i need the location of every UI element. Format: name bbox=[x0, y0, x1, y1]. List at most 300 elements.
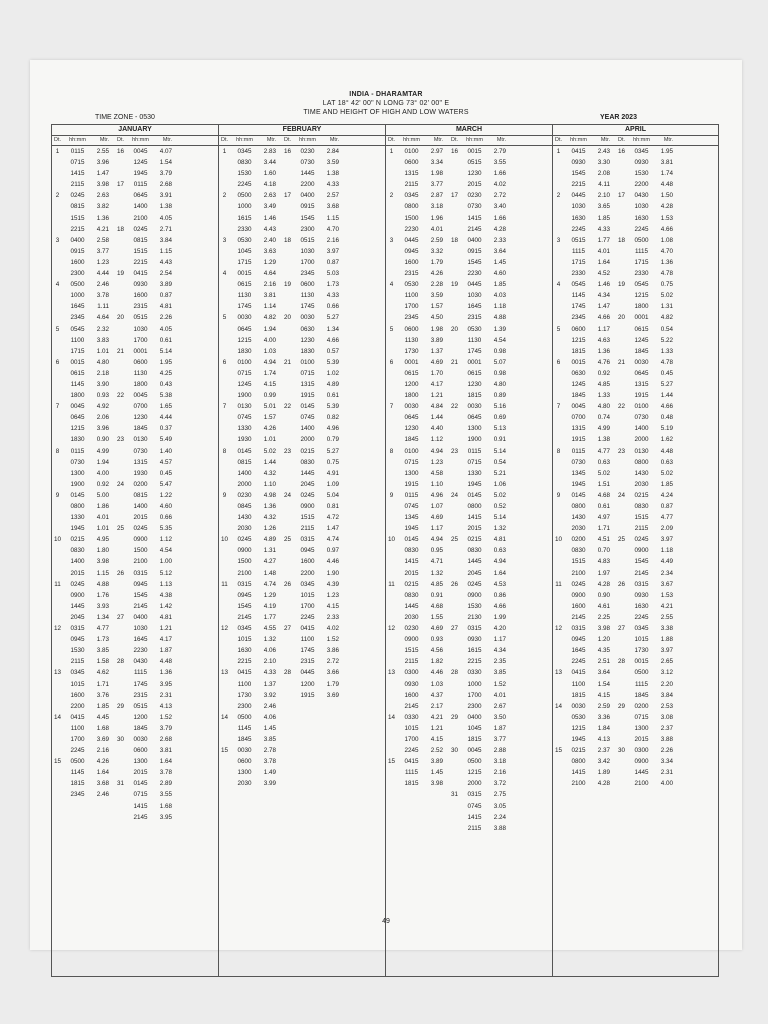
table-row bbox=[553, 656, 718, 667]
day-cell bbox=[52, 412, 63, 423]
height-cell: 3.81 bbox=[660, 159, 673, 167]
day-cell bbox=[386, 778, 397, 789]
time-cell: 1600 bbox=[404, 258, 419, 266]
time-cell: 1215 bbox=[571, 724, 586, 732]
time-cell: 0900 bbox=[634, 758, 649, 766]
time-cell: 0915 bbox=[300, 203, 315, 211]
day-cell: 4 bbox=[556, 281, 561, 289]
time-cell: 0745 bbox=[300, 414, 315, 422]
table-row bbox=[219, 634, 385, 645]
time-cell: 1900 bbox=[237, 392, 252, 400]
time-cell: 0500 bbox=[237, 192, 252, 200]
time-cell: 1800 bbox=[133, 380, 148, 388]
height-cell: 4.80 bbox=[493, 380, 506, 388]
day-cell: 20 bbox=[617, 314, 625, 322]
time-cell: 0945 bbox=[237, 591, 252, 599]
month-column-february bbox=[218, 125, 385, 976]
day-cell: 16 bbox=[450, 148, 458, 155]
table-row bbox=[386, 679, 552, 690]
time-cell: 0315 bbox=[467, 791, 482, 799]
day-cell bbox=[553, 257, 564, 268]
time-cell: 2245 bbox=[571, 658, 586, 666]
day-cell bbox=[52, 224, 63, 235]
day-cell bbox=[616, 590, 627, 601]
table-row bbox=[219, 501, 385, 512]
column-header-row bbox=[386, 136, 552, 146]
table-row bbox=[386, 324, 552, 335]
day-cell bbox=[282, 756, 293, 767]
table-row bbox=[52, 201, 218, 212]
height-cell: 0.66 bbox=[159, 514, 172, 522]
day-cell: 27 bbox=[116, 613, 124, 621]
height-cell: 2.06 bbox=[96, 414, 109, 422]
height-cell: 4.81 bbox=[159, 303, 172, 311]
height-cell: 1.49 bbox=[263, 769, 276, 777]
time-cell: 1330 bbox=[70, 514, 85, 522]
day-cell bbox=[219, 324, 230, 335]
day-cell: 13 bbox=[554, 669, 562, 677]
time-cell: 0930 bbox=[571, 159, 586, 167]
height-cell: 4.69 bbox=[430, 358, 443, 366]
height-cell: 4.94 bbox=[493, 558, 506, 566]
day-cell: 22 bbox=[617, 403, 625, 411]
day-cell: 6 bbox=[222, 358, 227, 366]
day-cell bbox=[52, 301, 63, 312]
time-cell: 0345 bbox=[237, 625, 252, 633]
height-cell: 2.78 bbox=[263, 747, 276, 755]
height-cell: 4.66 bbox=[326, 336, 339, 344]
height-cell: 2.37 bbox=[597, 747, 610, 755]
height-cell: 0.63 bbox=[660, 458, 673, 466]
table-row bbox=[52, 224, 218, 235]
time-cell: 0500 bbox=[634, 236, 649, 244]
height-cell: 1.60 bbox=[263, 170, 276, 178]
height-cell: 2.58 bbox=[96, 236, 109, 244]
time-cell: 1530 bbox=[467, 602, 482, 610]
height-cell: 4.99 bbox=[597, 425, 610, 433]
height-cell: 4.28 bbox=[597, 580, 610, 588]
height-cell: 4.13 bbox=[159, 702, 172, 710]
table-row bbox=[553, 723, 718, 734]
height-cell: 4.88 bbox=[493, 314, 506, 322]
height-cell: 1.47 bbox=[96, 170, 109, 178]
table-row bbox=[52, 279, 218, 290]
time-cell: 1745 bbox=[237, 303, 252, 311]
height-cell: 1.90 bbox=[326, 569, 339, 577]
table-row bbox=[553, 379, 718, 390]
height-cell: 4.33 bbox=[326, 181, 339, 189]
day-cell bbox=[115, 579, 126, 590]
time-cell: 1515 bbox=[300, 514, 315, 522]
height-cell: 4.89 bbox=[263, 536, 276, 544]
height-cell: 3.08 bbox=[660, 713, 673, 721]
month-name: MARCH bbox=[386, 125, 552, 136]
table-row bbox=[219, 357, 385, 368]
table-row bbox=[386, 468, 552, 479]
time-cell: 0315 bbox=[634, 580, 649, 588]
time-cell: 1600 bbox=[404, 691, 419, 699]
height-cell: 1.10 bbox=[430, 480, 443, 488]
height-cell: 5.14 bbox=[493, 514, 506, 522]
height-cell: 1.36 bbox=[159, 669, 172, 677]
day-cell bbox=[52, 201, 63, 212]
day-cell bbox=[52, 268, 63, 279]
day-cell bbox=[115, 301, 126, 312]
time-cell: 2030 bbox=[237, 780, 252, 788]
height-cell: 1.14 bbox=[263, 303, 276, 311]
time-cell: 0345 bbox=[634, 625, 649, 633]
time-cell: 1745 bbox=[133, 680, 148, 688]
height-cell: 2.28 bbox=[430, 281, 443, 289]
day-cell bbox=[449, 335, 460, 346]
time-cell: 2245 bbox=[571, 225, 586, 233]
time-cell: 0200 bbox=[133, 480, 148, 488]
time-cell: 0415 bbox=[571, 669, 586, 677]
table-row bbox=[219, 512, 385, 523]
time-cell: 1730 bbox=[404, 347, 419, 355]
height-cell bbox=[322, 734, 341, 745]
time-cell: 1715 bbox=[634, 258, 649, 266]
tide-table bbox=[51, 124, 719, 977]
height-cell: 0.37 bbox=[159, 425, 172, 433]
height-cell: 0.63 bbox=[597, 458, 610, 466]
height-cell: 2.87 bbox=[430, 192, 443, 200]
time-cell: 2215 bbox=[133, 258, 148, 266]
time-cell: 0430 bbox=[133, 658, 148, 666]
time-cell: 2215 bbox=[237, 658, 252, 666]
day-cell bbox=[386, 468, 397, 479]
time-cell: 0645 bbox=[70, 414, 85, 422]
height-cell: 2.68 bbox=[159, 735, 172, 743]
height-cell: 4.55 bbox=[263, 625, 276, 633]
time-cell: 0500 bbox=[237, 713, 252, 721]
height-cell: 2.53 bbox=[660, 702, 673, 710]
time-cell: 2115 bbox=[634, 525, 649, 533]
height-cell: 5.02 bbox=[597, 469, 610, 477]
time-cell: 2330 bbox=[237, 225, 252, 233]
time-cell: 1030 bbox=[133, 625, 148, 633]
time-cell: 2145 bbox=[133, 602, 148, 610]
time-cell: 0900 bbox=[237, 547, 252, 555]
height-cell: 4.26 bbox=[430, 270, 443, 278]
day-cell: 19 bbox=[450, 281, 458, 289]
column-header-dt: Dt. bbox=[554, 137, 563, 143]
height-cell: 2.46 bbox=[96, 791, 109, 799]
time-cell: 1815 bbox=[467, 735, 482, 743]
day-cell bbox=[449, 656, 460, 667]
height-cell: 4.38 bbox=[159, 591, 172, 599]
height-cell: 0.87 bbox=[326, 258, 339, 266]
day-cell bbox=[282, 767, 293, 778]
time-cell: 1230 bbox=[404, 425, 419, 433]
time-cell: 0545 bbox=[634, 281, 649, 289]
day-cell bbox=[449, 701, 460, 712]
day-cell bbox=[449, 368, 460, 379]
height-cell: 4.94 bbox=[263, 358, 276, 366]
table-row bbox=[553, 390, 718, 401]
day-cell bbox=[115, 213, 126, 224]
height-cell: 3.68 bbox=[326, 203, 339, 211]
day-cell: 4 bbox=[55, 281, 60, 289]
time-cell: 0330 bbox=[467, 669, 482, 677]
height-cell: 4.48 bbox=[660, 181, 673, 189]
day-cell bbox=[616, 690, 627, 701]
time-cell: 1830 bbox=[70, 436, 85, 444]
day-cell bbox=[115, 290, 126, 301]
column-header-dt: Dt. bbox=[53, 137, 62, 143]
table-row bbox=[386, 812, 552, 823]
day-cell bbox=[115, 590, 126, 601]
height-cell: 0.90 bbox=[597, 591, 610, 599]
time-cell: 0045 bbox=[70, 403, 85, 411]
height-cell: 4.49 bbox=[660, 558, 673, 566]
day-cell bbox=[52, 479, 63, 490]
day-cell bbox=[616, 379, 627, 390]
time-cell: 0001 bbox=[133, 347, 148, 355]
day-cell: 4 bbox=[389, 281, 394, 289]
table-row bbox=[553, 346, 718, 357]
height-cell: 1.65 bbox=[159, 403, 172, 411]
height-cell: 1.32 bbox=[263, 636, 276, 644]
height-cell: 4.00 bbox=[660, 780, 673, 788]
day-cell bbox=[115, 457, 126, 468]
time-cell: 0500 bbox=[634, 669, 649, 677]
height-cell: 1.94 bbox=[96, 458, 109, 466]
height-cell: 4.33 bbox=[597, 225, 610, 233]
day-cell bbox=[553, 390, 564, 401]
table-row bbox=[219, 778, 385, 789]
table-row bbox=[553, 734, 718, 745]
time-cell: 1600 bbox=[571, 602, 586, 610]
table-row bbox=[386, 823, 552, 834]
time-cell: 2215 bbox=[467, 658, 482, 666]
time-cell: 1100 bbox=[571, 680, 586, 688]
time-cell: 2300 bbox=[70, 270, 85, 278]
time-cell: 1115 bbox=[404, 769, 419, 777]
time-cell: 2245 bbox=[634, 225, 649, 233]
day-cell bbox=[616, 324, 627, 335]
time-cell: 2315 bbox=[404, 270, 419, 278]
day-cell bbox=[386, 523, 397, 534]
time-cell: 2315 bbox=[133, 691, 148, 699]
height-cell: 4.05 bbox=[159, 214, 172, 222]
height-cell bbox=[426, 823, 445, 834]
height-cell: 0.48 bbox=[660, 414, 673, 422]
time-cell: 1130 bbox=[467, 336, 482, 344]
time-cell: 1315 bbox=[634, 380, 649, 388]
height-cell bbox=[426, 789, 445, 800]
day-cell bbox=[115, 257, 126, 268]
height-cell: 4.24 bbox=[660, 491, 673, 499]
height-cell: 1.85 bbox=[660, 480, 673, 488]
table-row bbox=[386, 213, 552, 224]
height-cell: 3.65 bbox=[597, 203, 610, 211]
height-cell: 4.85 bbox=[597, 380, 610, 388]
time-cell: 2115 bbox=[70, 181, 85, 189]
day-cell bbox=[616, 612, 627, 623]
height-cell: 1.74 bbox=[660, 170, 673, 178]
day-cell bbox=[553, 612, 564, 623]
day-cell bbox=[386, 634, 397, 645]
table-row bbox=[386, 390, 552, 401]
day-cell bbox=[616, 767, 627, 778]
day-cell bbox=[553, 756, 564, 767]
table-row bbox=[219, 401, 385, 412]
table-row bbox=[52, 301, 218, 312]
height-cell: 0.61 bbox=[159, 336, 172, 344]
day-cell bbox=[386, 801, 397, 812]
time-cell: 1530 bbox=[237, 170, 252, 178]
table-row bbox=[553, 423, 718, 434]
table-row bbox=[386, 501, 552, 512]
height-cell: 4.97 bbox=[597, 514, 610, 522]
height-cell: 4.01 bbox=[430, 225, 443, 233]
time-cell: 0245 bbox=[237, 536, 252, 544]
day-cell: 30 bbox=[116, 735, 124, 743]
day-cell bbox=[553, 168, 564, 179]
time-cell: 1230 bbox=[467, 170, 482, 178]
column-header-dt: Dt. bbox=[220, 137, 229, 143]
height-cell: 1.38 bbox=[159, 203, 172, 211]
table-row bbox=[52, 690, 218, 701]
time-cell: 1030 bbox=[571, 203, 586, 211]
time-cell: 0445 bbox=[571, 192, 586, 200]
month-column-january bbox=[52, 125, 218, 976]
height-cell: 1.22 bbox=[159, 491, 172, 499]
height-cell: 4.81 bbox=[493, 536, 506, 544]
day-cell bbox=[282, 734, 293, 745]
table-row bbox=[52, 501, 218, 512]
height-cell: 2.89 bbox=[159, 780, 172, 788]
time-cell bbox=[293, 701, 322, 712]
day-cell bbox=[115, 412, 126, 423]
time-cell: 2130 bbox=[467, 613, 482, 621]
height-cell bbox=[322, 723, 341, 734]
height-cell: 1.17 bbox=[597, 325, 610, 333]
day-cell bbox=[386, 412, 397, 423]
day-cell: 16 bbox=[116, 148, 124, 155]
height-cell: 3.89 bbox=[430, 336, 443, 344]
height-cell: 4.91 bbox=[326, 469, 339, 477]
table-row bbox=[553, 712, 718, 723]
table-row bbox=[52, 357, 218, 368]
time-cell: 0645 bbox=[133, 192, 148, 200]
table-row bbox=[52, 412, 218, 423]
table-row bbox=[553, 268, 718, 279]
day-cell: 10 bbox=[387, 536, 395, 544]
day-cell bbox=[449, 778, 460, 789]
day-cell bbox=[553, 224, 564, 235]
day-cell bbox=[282, 224, 293, 235]
day-cell: 2 bbox=[55, 192, 60, 200]
day-cell bbox=[219, 723, 230, 734]
day-cell: 29 bbox=[116, 702, 124, 710]
time-cell: 0630 bbox=[571, 369, 586, 377]
height-cell: 1.71 bbox=[597, 525, 610, 533]
table-row bbox=[553, 556, 718, 567]
time-cell: 0400 bbox=[133, 613, 148, 621]
time-cell: 0145 bbox=[404, 536, 419, 544]
day-cell: 17 bbox=[617, 192, 625, 200]
day-cell: 22 bbox=[450, 403, 458, 411]
day-cell bbox=[282, 290, 293, 301]
height-cell: 1.97 bbox=[597, 569, 610, 577]
time-cell: 2345 bbox=[300, 270, 315, 278]
time-cell: 1215 bbox=[467, 769, 482, 777]
table-row bbox=[386, 224, 552, 235]
height-cell: 4.06 bbox=[263, 713, 276, 721]
day-cell bbox=[219, 645, 230, 656]
height-cell: 2.10 bbox=[597, 192, 610, 200]
time-cell: 1900 bbox=[70, 480, 85, 488]
day-cell bbox=[553, 268, 564, 279]
table-row bbox=[219, 446, 385, 457]
time-cell: 1215 bbox=[634, 292, 649, 300]
table-row bbox=[219, 623, 385, 634]
height-cell: 3.85 bbox=[263, 735, 276, 743]
day-cell bbox=[553, 335, 564, 346]
table-row bbox=[553, 368, 718, 379]
table-row bbox=[52, 179, 218, 190]
height-cell: 4.95 bbox=[96, 536, 109, 544]
day-cell: 2 bbox=[389, 192, 394, 200]
column-header-height: Mtr. bbox=[496, 137, 506, 143]
height-cell: 1.70 bbox=[430, 369, 443, 377]
table-row bbox=[553, 401, 718, 412]
table-row bbox=[219, 745, 385, 756]
time-cell: 1430 bbox=[237, 514, 252, 522]
day-cell bbox=[616, 756, 627, 767]
day-cell bbox=[386, 723, 397, 734]
time-cell: 1815 bbox=[70, 780, 85, 788]
height-cell: 0.74 bbox=[597, 414, 610, 422]
height-cell: 4.71 bbox=[430, 558, 443, 566]
table-row bbox=[386, 190, 552, 201]
table-row bbox=[52, 335, 218, 346]
time-cell: 1400 bbox=[133, 203, 148, 211]
day-cell: 8 bbox=[55, 447, 60, 455]
time-cell: 0600 bbox=[237, 758, 252, 766]
time-cell: 0245 bbox=[133, 225, 148, 233]
height-cell: 4.43 bbox=[263, 225, 276, 233]
height-cell: 2.72 bbox=[326, 658, 339, 666]
day-cell bbox=[52, 590, 63, 601]
height-cell: 3.50 bbox=[493, 713, 506, 721]
table-row bbox=[219, 268, 385, 279]
table-row bbox=[553, 579, 718, 590]
height-cell: 5.22 bbox=[660, 336, 673, 344]
height-cell: 0.93 bbox=[430, 636, 443, 644]
day-cell bbox=[282, 523, 293, 534]
height-cell: 0.95 bbox=[430, 547, 443, 555]
height-cell: 4.82 bbox=[660, 314, 673, 322]
height-cell: 3.84 bbox=[159, 236, 172, 244]
height-cell: 4.68 bbox=[597, 491, 610, 499]
day-cell bbox=[52, 690, 63, 701]
day-cell bbox=[219, 523, 230, 534]
time-cell bbox=[397, 801, 426, 812]
height-cell: 1.85 bbox=[597, 214, 610, 222]
height-cell: 1.21 bbox=[159, 625, 172, 633]
time-cell: 1000 bbox=[70, 292, 85, 300]
time-cell: 0730 bbox=[467, 203, 482, 211]
height-cell: 1.66 bbox=[493, 170, 506, 178]
day-cell bbox=[386, 257, 397, 268]
day-cell bbox=[115, 756, 126, 767]
height-cell: 1.39 bbox=[493, 325, 506, 333]
table-row bbox=[52, 379, 218, 390]
time-cell: 0815 bbox=[133, 491, 148, 499]
